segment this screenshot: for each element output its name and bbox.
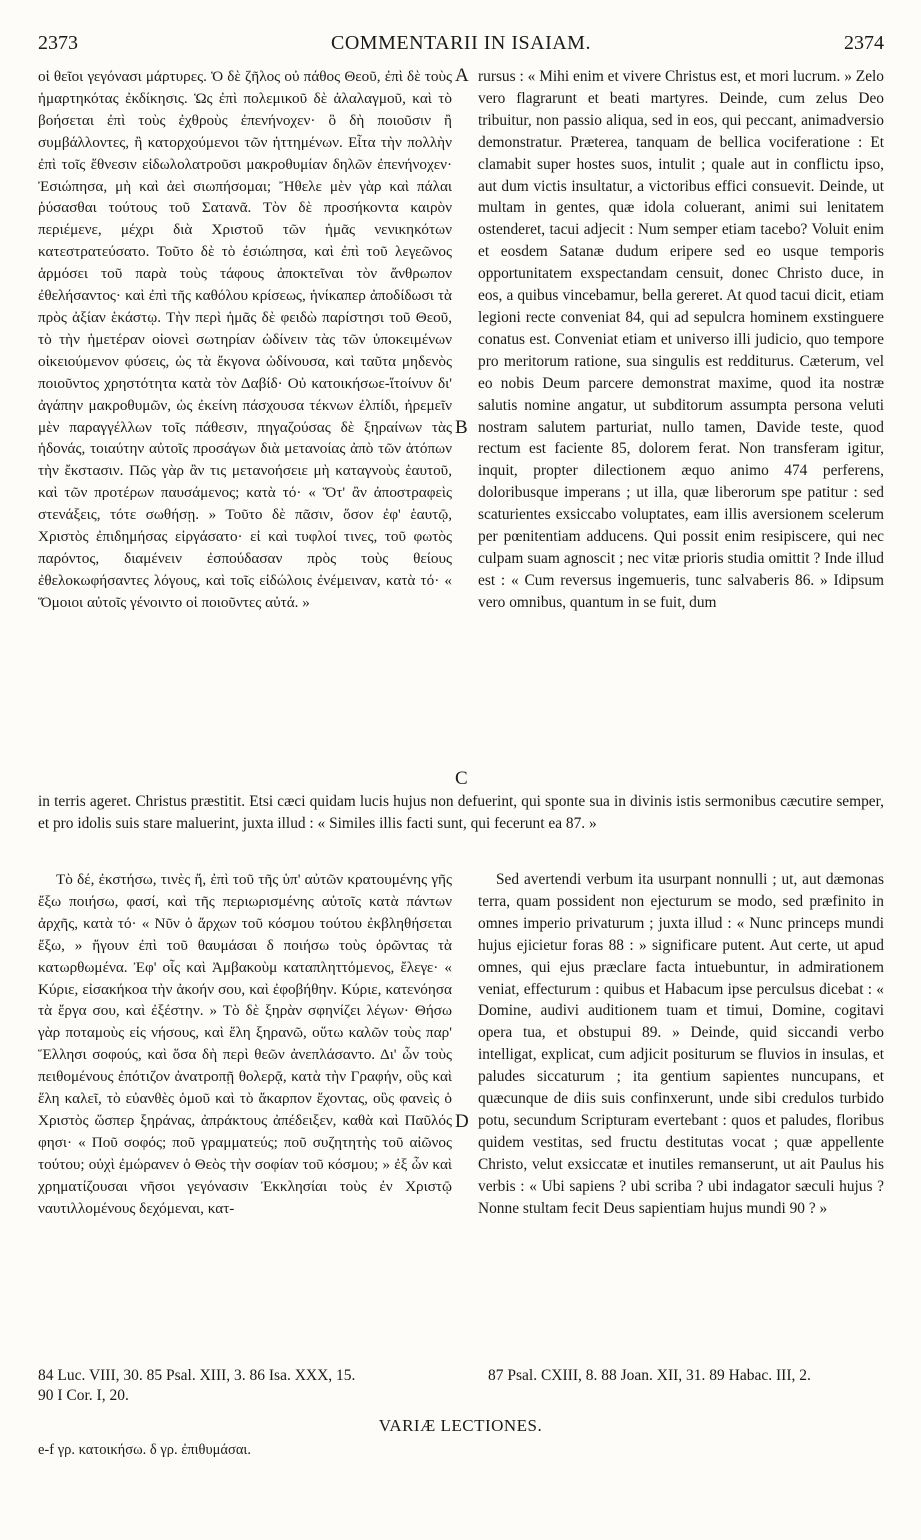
variae-lectiones-title: VARIÆ LECTIONES. <box>378 1416 543 1435</box>
margin-marker-d: D <box>455 1111 469 1132</box>
fullwidth-text <box>38 791 884 859</box>
running-title: COMMENTARII IN ISAIAM. <box>331 32 591 54</box>
latin-text-bottom: Sed avertendi verbum ita usurpant nonnulli ; ut, aut dæmonas terra, quam possident non ejecturum se modo, sed præfinito in omnes imperio privaturum ; juxta illud : « Nunc princeps mundi hujus ejicietur foras 88 : » significare putent. Aut certe, ut apud omnes, qui ejus præclare facta intuebuntur, in admirationem veniat, effecturum : quibus et Habacum ipse perculsus dicebat : « Domine, audivi auditionem tuam et timui, Domine, cogitavi opera tua, et obstupui 89. » Deinde, quid siccandi verbo intelligat, explicat, cum adjicit positurum se fluvios in insulas, et paludes siccaturum ; ita gentium sapientes nuncupans, et quæcunque de diis suis confinxerunt, unde sibi credulos turbido potu, secundum Scripturam evertebant : quos et paludes, floribus quidem vestitas, sed fructu destitutas vocat ; quæ appellente Christo, velut exsiccatæ et inutiles remanserunt, ut ait Paulus his verbis : « Ubi sapiens ? ubi scriba ? ubi indagator sæculi hujus ? Nonne stultam fecit Deus sapientiam hujus mundi 90 ? » <box>478 871 884 1217</box>
latin-column-top <box>478 66 884 791</box>
margin-marker-c: C <box>455 768 468 789</box>
footnote-line-3: 87 Psal. CXIII, 8. 88 Joan. XII, 31. 89 Habac. III, 2. <box>488 1367 811 1384</box>
latin-column-bottom <box>478 869 884 1351</box>
variae-lectiones-text: e-f γρ. κατοικήσω. δ γρ. ἐπιθυμάσαι. <box>38 1442 251 1458</box>
page-number-right: 2374 <box>844 32 884 54</box>
footnote-line-1: 84 Luc. VIII, 30. 85 Psal. XIII, 3. 86 Isa. XXX, 15. <box>38 1367 356 1384</box>
footnotes-left <box>38 1366 478 1406</box>
fullwidth-paragraph: in terris ageret. Christus præstitit. Etsi cæci quidam lucis hujus non defuerint, qui sponte sua in divinis istis sermonibus cæcutire semper, et pro idolis suis stare maluerint, juxta illud : « Similes illis facti sunt, qui fecerunt ea 87. » <box>38 793 884 832</box>
greek-text-top: οἱ θεῖοι γεγόνασι μάρτυρες. Ὁ δὲ ζῆλος οὐ πάθος Θεοῦ, ἐπὶ δὲ τοὺς ἡμαρτηκότας ἐκδίκησις. Ὡς ἐπὶ πολεμικοῦ δὲ ἀλαλαγμοῦ, καὶ τὸ βοήσεται ἐπὶ τοὺς ἐχθροὺς ἐπενήνοχεν· ὃ δὴ ποιοῦσιν ἢ συμβάλλοντες, ἢ κατορχούμενοι τῶν ἡττημένων. Εἶτα τὴν πολλὴν ἐπὶ τοῖς ἔθνεσιν εἰδωλολατροῦσι μακροθυμίαν δηλῶν ἐπενήνοχεν· Ἐσιώπησα, μὴ καὶ ἀεὶ σιωπήσομαι; Ἤθελε μὲν γὰρ καὶ πάλαι ῥύσασθαι τούτους τοῦ Σατανᾶ. Τὸν δὲ προσήκοντα καιρὸν περιέμενε, μέχρι διὰ Χριστοῦ τῶν ἡμᾶς νενικηκότων κατεστρατεύσατο. Τοῦτο δὲ τὸ ἐσιώπησα, καὶ ἐπὶ τοῦ λεγεῶνος ἁρμόσει τοῦ παρὰ τοὺς τάφους ἀποκτεῖναι τὸν ἄνθρωπον ἐθελήσαντος· καὶ ἐπὶ τῆς καθόλου κρίσεως, ἡνίκαπερ ἀποδίδωσι τὰ πρὸς ἀξίαν ἑκάστῳ. Τὴν περὶ ἡμᾶς δὲ φειδὼ παρίστησι τοῦ Θεοῦ, τὸ τὴν ἡμετέραν οἱονεὶ σωτηρίαν ὠδίνειν τὰς τῶν ὑποκειμένων οἰκειούμενον φύσεις, ὡς τὰ ἔκγονα ὠδίνουσα, καὶ ταῦτα μηδενὸς ποιοῦντος χρηστότητα κατὰ τὸν Δαβίδ· Οὐ κατοικήσωε-ἴτοίνυν δι' ἀγάπην μακροθυμῶν, ὡς ἐκείνη πάσχουσα τέκνων ἐλπίδι, ἠρεμεῖν μὲν παραγγέλλων τοῖς πάθεσιν, πηγαζούσας δὲ ξηραίνων τὰς ἡδονάς, τοιαύτην αὐτοῖς προσάγων διὰ μετανοίας ἀπὸ τῶν ἀτόπων τὴν ἔκστασιν. Πῶς γὰρ ἂν τις μετανοήσειε μὴ καταγνοὺς ἑαυτοῦ, καὶ τῶν προτέρων παυσάμενος; κατὰ τό· « Ὅτ' ἂν ἀποστραφεὶς στενάξεις, τότε σωθήσῃ. » Τοῦτο δὲ πᾶσιν, ὅσον ἐφ' ἑαυτῷ, Χριστὸς ἐπιδημήσας εἰργάσατο· εἰ καὶ τυφλοί τινες, τοῦ φωτὸς παρόντος, διαμένειν ἐσπούδασαν πρὸς τοὺς θείους ἐθελοκωφήσαντες λόγους, καὶ τοῖς εἰδώλοις ἐνέμειναν, κατὰ τό· « Ὅμοιοι αὐτοῖς γένοιντο οἱ ποιοῦντες αὐτά. » <box>38 68 452 611</box>
footnotes-right <box>488 1366 884 1386</box>
margin-marker-b: B <box>455 417 468 438</box>
page-header <box>38 32 884 58</box>
latin-text-top: rursus : « Mihi enim et vivere Christus est, et mori lucrum. » Zelo vero flagrarunt et beati martyres. Deinde, cum zelus Deo tribuitur, non passio aliqua, sed in eos, qui peccant, animadversio demonstratur. Præterea, tanquam de bellica vociferatione : Et clamabit super hostes suos, intulit ; quale aut in conflictu ipso, aut dum victis insultatur, a victoribus effici consuevit. Deinde, ut multam in gentes, quæ idola coluerant, animi sui lenitatem ostenderet, tacui adjecit : Num semper etiam tacebo? Voluit enim et eosdem Satanæ dudum eripere sed eo usque temporis opportunitatem exspectandam censuit, donec Christo duce, in eos, a quibus vincebamur, bella gereret. At quod tacui dicit, etiam legioni recte conveniat 84, qui ad sepulcra hominem exstinguere conatus est. Conveniat etiam et universo illi judicio, quo tempore pro meritorum ratione, sua singulis est redditurus. Cæterum, vel eo nobis Deum parcere demonstrat maxime, quod ita nostræ salutis nomine angatur, ut subditorum assumpta persona veluti nostram salutem parturiat, nullo tamen, Davide teste, quod rectum est faciente 85, dolorem ferat. Non transferam igitur, inquit, propter dilectionem æquo animo 474 perferens, doloribusque imperans ; ut illa, quæ liberorum spe patitur : sed scaturientes exsiccabo voluptates, eam illis aversionem scelerum per pœnitentiam adducens. Qui possit enim resipiscere, qui nec culpam suam agnoscit ; nec vitæ prioris studia omittit ? Inde illud est : « Cum reversus ingemueris, tunc salvaberis 86. » Idipsum vero omnibus, quantum in se fuit, dum <box>478 68 884 611</box>
greek-text-bottom: Τὸ δέ, ἐκστήσω, τινὲς ἤ, ἐπὶ τοῦ τῆς ὑπ' αὐτῶν κρατουμένης γῆς ἔξω ποιήσω, φασί, καὶ τῆς περιωρισμένης αὐτοῖς κατὰ πάντων ἀρχῆς, κατὰ τό· « Νῦν ὁ ἄρχων τοῦ κόσμου τούτου ἐκβληθήσεται ἔξω, » ἤγουν ἐπὶ τοῦ θαυμάσαι δ ποιήσω τοὺς ὁρῶντας τὰ κατωρθωμένα. Ἐφ' οἷς καὶ Ἀμβακοὺμ καταπληττόμενος, ἔλεγε· « Κύριε, εἰσακήκοα τὴν ἀκοήν σου, καὶ ἐφοβήθην. Κύριε, κατενόησα τὰ ἔργα σου, καὶ ἐξέστην. » Τὸ δὲ ξηρὰν σφηνίζει λέγων· Θήσω γὰρ ποταμοὺς εἰς νήσους, καὶ ἕλη ξηρανῶ, οὕτω καλῶν τοὺς παρ' Ἕλλησι σοφούς, καὶ ὅσα δὴ περὶ θεῶν ἀνεπλάσαντο. Δι' ὧν τοὺς πειθομένους ἐπότιζον ἀνατροπῇ θολερᾷ, κατὰ τὴν Γραφήν, οὓς καὶ ἕλη καλεῖ, τὸ εὐανθὲς ὁμοῦ καὶ τὸ ἄκαρπον ἔχοντας, οὓς φανεὶς ὁ Χριστὸς ὥσπερ ξηράνας, ἀπράκτους ἀπέδειξεν, καθὰ καὶ Παῦλός φησι· « Ποῦ σοφός; ποῦ γραμματεύς; ποῦ συζητητὴς τοῦ αἰῶνος τούτου; οὐχὶ ἐμώρανεν ὁ Θεὸς τὴν σοφίαν τοῦ κόσμου; » ἐξ ὧν καὶ χρηματίζουσαι νῆσοι γεγόνασιν Ἐκκλησίαι τοὺς ἐν Χριστῷ ναυτιλλομένους δεχόμεναι, κατ- <box>38 871 452 1217</box>
greek-column-top <box>38 66 452 791</box>
page-number-left: 2373 <box>38 32 78 54</box>
greek-column-bottom <box>38 869 452 1351</box>
margin-marker-a: A <box>455 65 469 86</box>
footnote-line-2: 90 I Cor. I, 20. <box>38 1387 129 1404</box>
